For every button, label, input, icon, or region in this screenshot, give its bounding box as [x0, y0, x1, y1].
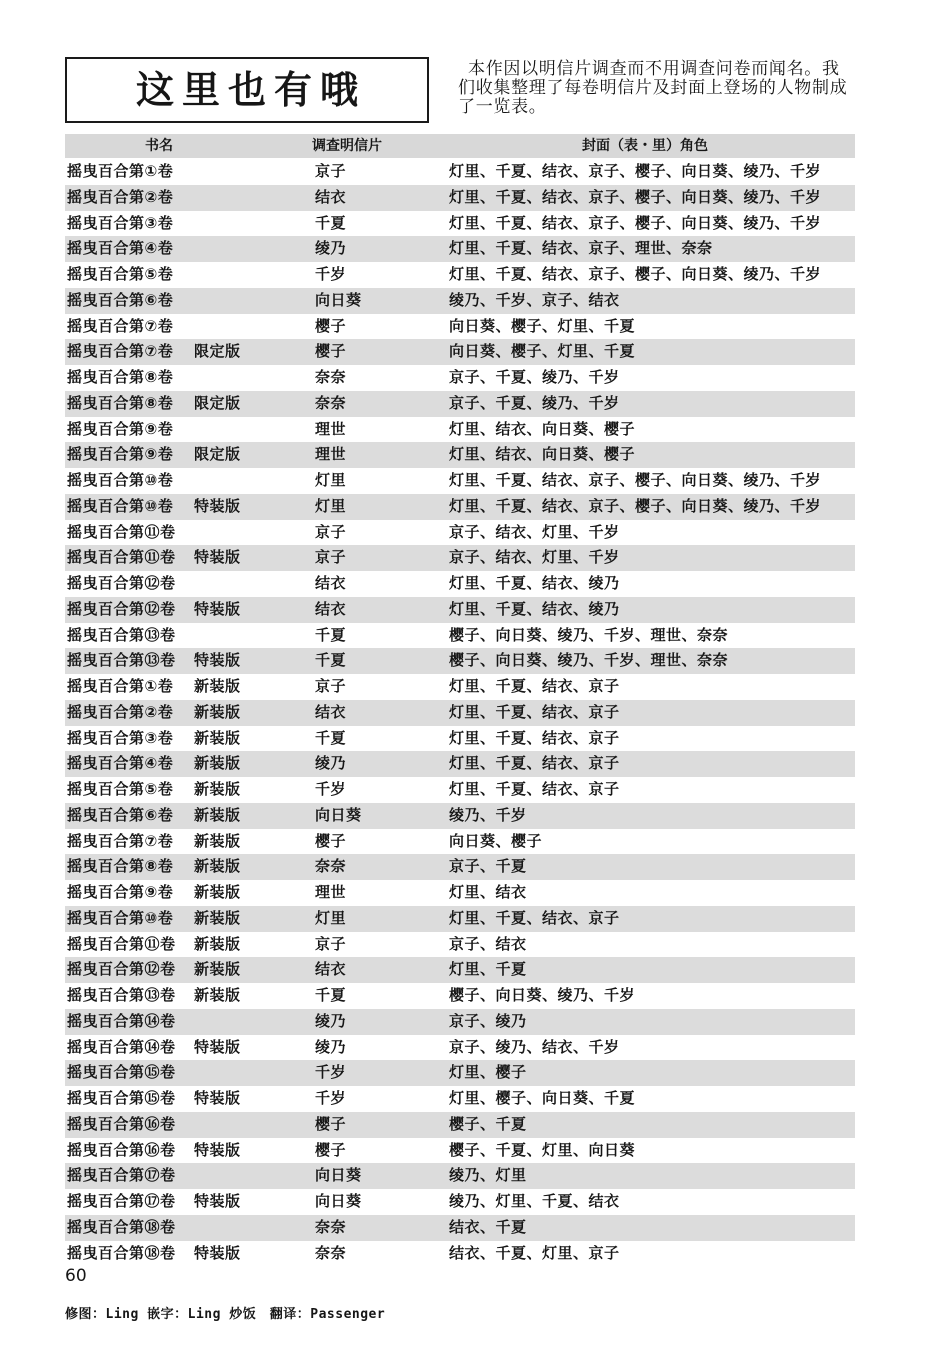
cell-edition: 限定版 — [194, 342, 241, 361]
cell-postcard-character: 千岁 — [315, 265, 347, 283]
cell-postcard-character: 奈奈 — [315, 393, 347, 412]
cell-book-title: 摇曳百合第④卷 — [67, 239, 174, 258]
cell-cover-characters: 灯里、千夏、结衣、绫乃 — [449, 574, 620, 592]
cell-postcard-character: 千夏 — [315, 213, 347, 232]
table-row — [65, 597, 855, 623]
cell-cover-characters: 灯里、千夏、结衣、京子、理世、奈奈 — [449, 239, 713, 258]
cell-book-title: 摇曳百合第⑭卷 — [67, 1011, 176, 1030]
cell-edition: 特装版 — [194, 548, 241, 567]
table-row — [65, 1241, 855, 1267]
cell-cover-characters: 绫乃、灯里 — [449, 1166, 527, 1185]
table-row — [65, 545, 855, 571]
cell-book-title: 摇曳百合第①卷 — [67, 162, 174, 180]
table-row — [65, 520, 855, 546]
cell-cover-characters: 灯里、结衣 — [449, 883, 527, 901]
cell-edition: 特装版 — [194, 1037, 241, 1056]
page-title: 这里也有哦 — [135, 68, 366, 112]
cell-postcard-character: 樱子 — [315, 1140, 347, 1159]
cell-cover-characters: 京子、结衣、灯里、千岁 — [449, 548, 620, 567]
cell-cover-characters: 灯里、千夏 — [449, 960, 527, 979]
cell-edition: 新装版 — [194, 934, 241, 953]
header-book-title: 书名 — [145, 138, 173, 154]
cell-postcard-character: 樱子 — [315, 316, 347, 335]
cell-edition: 特装版 — [194, 599, 241, 618]
table-row — [65, 288, 855, 314]
cell-book-title: 摇曳百合第②卷 — [67, 702, 174, 721]
cell-edition: 特装版 — [194, 651, 241, 670]
cell-edition: 新装版 — [194, 702, 241, 721]
cell-cover-characters: 灯里、千夏、结衣、京子 — [449, 908, 620, 927]
cell-postcard-character: 樱子 — [315, 1114, 347, 1133]
cell-book-title: 摇曳百合第⑯卷 — [67, 1114, 176, 1133]
cell-postcard-character: 京子 — [315, 162, 347, 180]
cell-book-title: 摇曳百合第⑰卷 — [67, 1166, 176, 1185]
cell-book-title: 摇曳百合第⑧卷 — [67, 393, 174, 412]
cell-edition: 限定版 — [194, 445, 241, 464]
table-row — [65, 1189, 855, 1215]
table-row — [65, 829, 855, 855]
cell-cover-characters: 灯里、结衣、向日葵、樱子 — [449, 445, 636, 464]
cell-postcard-character: 理世 — [315, 883, 347, 901]
cell-postcard-character: 向日葵 — [315, 290, 362, 309]
table-row — [65, 262, 855, 288]
table-row — [65, 1035, 855, 1061]
header-postcard: 调查明信片 — [312, 138, 382, 154]
cell-postcard-character: 向日葵 — [315, 1166, 362, 1185]
cell-book-title: 摇曳百合第⑰卷 — [67, 1192, 176, 1210]
volume-table — [65, 134, 855, 1266]
cell-postcard-character: 结衣 — [315, 599, 347, 618]
intro-line: 们收集整理了每卷明信片及封面上登场的人物制成 — [458, 78, 848, 98]
cell-cover-characters: 樱子、向日葵、绫乃、千岁 — [449, 986, 636, 1004]
cell-cover-characters: 灯里、千夏、结衣、绫乃 — [449, 599, 620, 618]
cell-cover-characters: 向日葵、樱子 — [449, 831, 543, 850]
table-row — [65, 494, 855, 520]
table-row — [65, 623, 855, 649]
cell-postcard-character: 向日葵 — [315, 1192, 362, 1210]
cell-book-title: 摇曳百合第⑧卷 — [67, 368, 174, 386]
cell-book-title: 摇曳百合第⑦卷 — [67, 316, 174, 335]
cell-book-title: 摇曳百合第⑱卷 — [67, 1217, 176, 1236]
cell-postcard-character: 千夏 — [315, 986, 347, 1004]
cell-book-title: 摇曳百合第⑮卷 — [67, 1089, 176, 1107]
cell-edition: 特装版 — [194, 1192, 241, 1210]
cell-book-title: 摇曳百合第⑨卷 — [67, 883, 174, 901]
cell-book-title: 摇曳百合第⑩卷 — [67, 496, 174, 515]
cell-postcard-character: 奈奈 — [315, 1217, 347, 1236]
cell-book-title: 摇曳百合第⑯卷 — [67, 1140, 176, 1159]
cell-cover-characters: 灯里、千夏、结衣、京子、樱子、向日葵、绫乃、千岁 — [449, 213, 822, 232]
cell-postcard-character: 京子 — [315, 677, 347, 695]
cell-postcard-character: 理世 — [315, 445, 347, 464]
cell-book-title: 摇曳百合第⑥卷 — [67, 805, 174, 824]
table-row — [65, 751, 855, 777]
intro-line: 了一览表。 — [458, 97, 547, 117]
table-body — [65, 159, 855, 1266]
title-box — [65, 57, 429, 123]
table-row — [65, 1163, 855, 1189]
table-row — [65, 726, 855, 752]
intro-paragraph — [458, 60, 855, 117]
table-row — [65, 339, 855, 365]
cell-book-title: 摇曳百合第⑱卷 — [67, 1243, 176, 1262]
table-row — [65, 1086, 855, 1112]
cell-cover-characters: 樱子、向日葵、绫乃、千岁、理世、奈奈 — [449, 651, 729, 670]
cell-cover-characters: 灯里、结衣、向日葵、樱子 — [449, 419, 636, 438]
cell-edition: 新装版 — [194, 986, 241, 1004]
table-row — [65, 1060, 855, 1086]
table-row — [65, 880, 855, 906]
cell-postcard-character: 樱子 — [315, 342, 347, 361]
cell-postcard-character: 向日葵 — [315, 805, 362, 824]
cell-postcard-character: 灯里 — [315, 908, 347, 927]
cell-cover-characters: 绫乃、千岁、京子、结衣 — [449, 290, 620, 309]
cell-cover-characters: 向日葵、樱子、灯里、千夏 — [449, 316, 636, 335]
table-row — [65, 571, 855, 597]
page-number: 60 — [65, 1266, 87, 1286]
cell-postcard-character: 千岁 — [315, 1063, 347, 1082]
cell-postcard-character: 绫乃 — [315, 1037, 347, 1056]
cell-cover-characters: 樱子、千夏、灯里、向日葵 — [449, 1140, 636, 1159]
table-row — [65, 648, 855, 674]
cell-postcard-character: 灯里 — [315, 471, 347, 489]
cell-edition: 新装版 — [194, 883, 241, 901]
table-row — [65, 442, 855, 468]
table-row — [65, 1138, 855, 1164]
cell-book-title: 摇曳百合第⑩卷 — [67, 471, 174, 489]
table-row — [65, 983, 855, 1009]
table-row — [65, 236, 855, 262]
table-row — [65, 1112, 855, 1138]
cell-book-title: 摇曳百合第⑧卷 — [67, 857, 174, 876]
cell-postcard-character: 奈奈 — [315, 368, 347, 386]
cell-postcard-character: 京子 — [315, 548, 347, 567]
table-row — [65, 1215, 855, 1241]
cell-cover-characters: 京子、千夏、绫乃、千岁 — [449, 368, 620, 386]
table-row — [65, 468, 855, 494]
cell-book-title: 摇曳百合第②卷 — [67, 187, 174, 206]
cell-cover-characters: 灯里、千夏、结衣、京子 — [449, 702, 620, 721]
cell-cover-characters: 京子、千夏、绫乃、千岁 — [449, 393, 620, 412]
cell-cover-characters: 灯里、千夏、结衣、京子、樱子、向日葵、绫乃、千岁 — [449, 162, 822, 180]
cell-cover-characters: 樱子、向日葵、绫乃、千岁、理世、奈奈 — [449, 625, 729, 644]
table-row — [65, 957, 855, 983]
cell-cover-characters: 灯里、千夏、结衣、京子、樱子、向日葵、绫乃、千岁 — [449, 265, 822, 283]
cell-book-title: 摇曳百合第⑪卷 — [67, 548, 176, 567]
cell-cover-characters: 灯里、樱子 — [449, 1063, 527, 1082]
cell-postcard-character: 京子 — [315, 522, 347, 541]
table-row — [65, 417, 855, 443]
cell-book-title: 摇曳百合第⑨卷 — [67, 445, 174, 464]
cell-edition: 限定版 — [194, 393, 241, 412]
table-row — [65, 906, 855, 932]
cell-cover-characters: 绫乃、千岁 — [449, 805, 527, 824]
cell-cover-characters: 绫乃、灯里、千夏、结衣 — [449, 1192, 620, 1210]
cell-cover-characters: 灯里、千夏、结衣、京子、樱子、向日葵、绫乃、千岁 — [449, 496, 822, 515]
table-row — [65, 932, 855, 958]
cell-edition: 新装版 — [194, 960, 241, 979]
table-row — [65, 365, 855, 391]
cell-postcard-character: 灯里 — [315, 496, 347, 515]
cell-cover-characters: 灯里、千夏、结衣、京子、樱子、向日葵、绫乃、千岁 — [449, 187, 822, 206]
cell-book-title: 摇曳百合第⑬卷 — [67, 651, 176, 670]
cell-cover-characters: 京子、千夏 — [449, 857, 527, 876]
cell-book-title: 摇曳百合第⑬卷 — [67, 625, 176, 644]
table-row — [65, 1009, 855, 1035]
table-row — [65, 854, 855, 880]
cell-book-title: 摇曳百合第⑪卷 — [67, 522, 176, 541]
cell-postcard-character: 结衣 — [315, 574, 347, 592]
cell-postcard-character: 京子 — [315, 934, 347, 953]
cell-book-title: 摇曳百合第④卷 — [67, 754, 174, 773]
cell-edition: 新装版 — [194, 754, 241, 773]
cell-cover-characters: 樱子、千夏 — [449, 1114, 527, 1133]
cell-book-title: 摇曳百合第⑬卷 — [67, 986, 176, 1004]
table-row — [65, 211, 855, 237]
cell-book-title: 摇曳百合第⑨卷 — [67, 419, 174, 438]
cell-cover-characters: 京子、结衣、灯里、千岁 — [449, 522, 620, 541]
table-row — [65, 159, 855, 185]
cell-postcard-character: 奈奈 — [315, 1243, 347, 1262]
cell-edition: 新装版 — [194, 908, 241, 927]
cell-edition: 新装版 — [194, 805, 241, 824]
cell-cover-characters: 京子、绫乃、结衣、千岁 — [449, 1037, 620, 1056]
cell-postcard-character: 绫乃 — [315, 1011, 347, 1030]
cell-book-title: 摇曳百合第⑫卷 — [67, 960, 176, 979]
cell-cover-characters: 灯里、千夏、结衣、京子、樱子、向日葵、绫乃、千岁 — [449, 471, 822, 489]
cell-cover-characters: 京子、绫乃 — [449, 1011, 527, 1030]
cell-book-title: 摇曳百合第⑦卷 — [67, 831, 174, 850]
cell-postcard-character: 千夏 — [315, 651, 347, 670]
table-row — [65, 777, 855, 803]
cell-postcard-character: 千夏 — [315, 625, 347, 644]
cell-book-title: 摇曳百合第⑤卷 — [67, 265, 174, 283]
cell-cover-characters: 灯里、千夏、结衣、京子 — [449, 728, 620, 747]
intro-line: 本作因以明信片调查而不用调查问卷而闻名。我 — [468, 59, 840, 79]
cell-book-title: 摇曳百合第⑥卷 — [67, 290, 174, 309]
cell-cover-characters: 灯里、千夏、结衣、京子 — [449, 754, 620, 773]
cell-postcard-character: 樱子 — [315, 831, 347, 850]
cell-cover-characters: 灯里、千夏、结衣、京子 — [449, 780, 620, 798]
cell-book-title: 摇曳百合第⑫卷 — [67, 574, 176, 592]
cell-edition: 特装版 — [194, 1089, 241, 1107]
cell-book-title: 摇曳百合第⑮卷 — [67, 1063, 176, 1082]
table-row — [65, 391, 855, 417]
cell-postcard-character: 奈奈 — [315, 857, 347, 876]
cell-book-title: 摇曳百合第⑪卷 — [67, 934, 176, 953]
cell-cover-characters: 灯里、千夏、结衣、京子 — [449, 677, 620, 695]
cell-edition: 特装版 — [194, 1243, 241, 1262]
cell-edition: 特装版 — [194, 1140, 241, 1159]
cell-cover-characters: 京子、结衣 — [449, 934, 527, 953]
credits-line: 修图：Ling 嵌字：Ling 炒饭 翻译：Passenger — [65, 1307, 386, 1322]
cell-postcard-character: 千岁 — [315, 1089, 347, 1107]
table-row — [65, 674, 855, 700]
cell-book-title: 摇曳百合第⑦卷 — [67, 342, 174, 361]
cell-cover-characters: 结衣、千夏、灯里、京子 — [449, 1243, 620, 1262]
cell-edition: 新装版 — [194, 780, 241, 798]
cell-cover-characters: 结衣、千夏 — [449, 1217, 527, 1236]
cell-postcard-character: 绫乃 — [315, 239, 347, 258]
cell-edition: 特装版 — [194, 496, 241, 515]
cell-edition: 新装版 — [194, 677, 241, 695]
cell-book-title: 摇曳百合第⑫卷 — [67, 599, 176, 618]
cell-book-title: 摇曳百合第⑭卷 — [67, 1037, 176, 1056]
header-cover-characters: 封面（表・里）角色 — [582, 138, 708, 154]
table-row — [65, 314, 855, 340]
cell-edition: 新装版 — [194, 728, 241, 747]
cell-book-title: 摇曳百合第③卷 — [67, 728, 174, 747]
table-row — [65, 700, 855, 726]
cell-postcard-character: 千夏 — [315, 728, 347, 747]
cell-postcard-character: 理世 — [315, 419, 347, 438]
cell-postcard-character: 结衣 — [315, 702, 347, 721]
cell-cover-characters: 灯里、樱子、向日葵、千夏 — [449, 1089, 636, 1107]
cell-book-title: 摇曳百合第③卷 — [67, 213, 174, 232]
cell-postcard-character: 千岁 — [315, 780, 347, 798]
table-row — [65, 185, 855, 211]
cell-postcard-character: 绫乃 — [315, 754, 347, 773]
cell-book-title: 摇曳百合第①卷 — [67, 677, 174, 695]
cell-book-title: 摇曳百合第⑤卷 — [67, 780, 174, 798]
cell-edition: 新装版 — [194, 831, 241, 850]
table-header-row — [65, 134, 855, 158]
cell-edition: 新装版 — [194, 857, 241, 876]
cell-postcard-character: 结衣 — [315, 187, 347, 206]
cell-cover-characters: 向日葵、樱子、灯里、千夏 — [449, 342, 636, 361]
cell-book-title: 摇曳百合第⑩卷 — [67, 908, 174, 927]
cell-postcard-character: 结衣 — [315, 960, 347, 979]
table-row — [65, 803, 855, 829]
